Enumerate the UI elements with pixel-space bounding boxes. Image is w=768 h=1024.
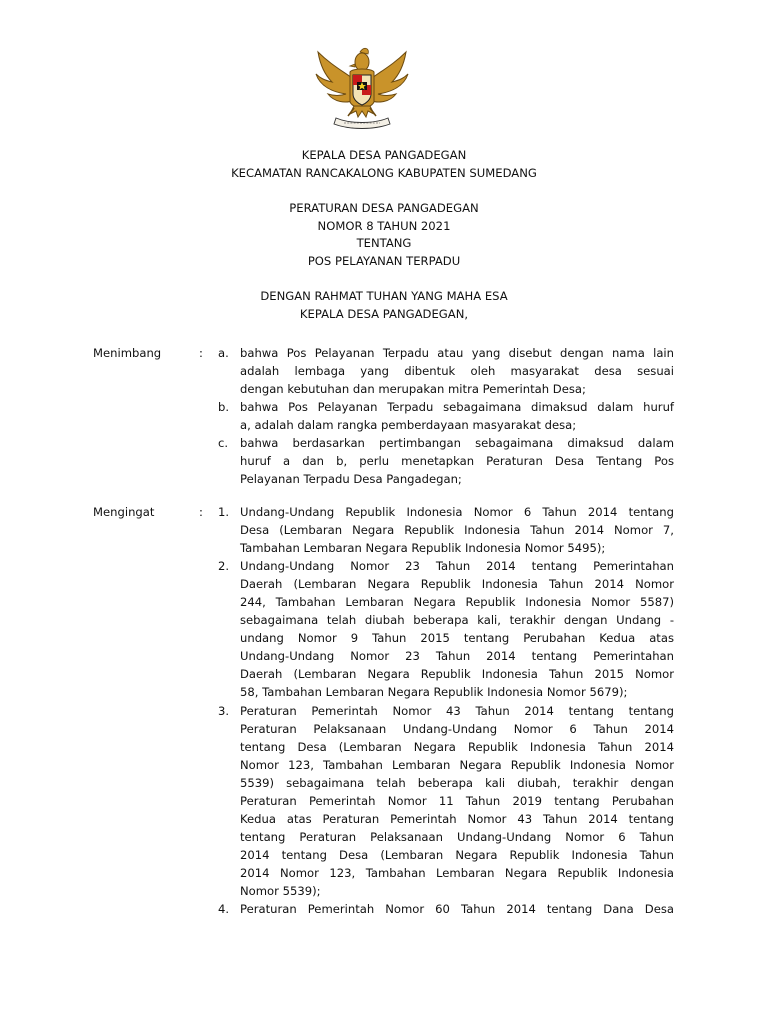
regulation-title: PERATURAN DESA PANGADEGAN: [289, 201, 479, 215]
item-marker: 4.: [218, 902, 230, 917]
authority-line: KEPALA DESA PANGADEGAN,: [299, 306, 469, 321]
regulation-subject: POS PELAYANAN TERPADU: [307, 253, 461, 268]
text-line: Pelayanan Terpadu Desa Pangadegan;: [240, 472, 462, 487]
menimbang-section: [0, 344, 768, 488]
item-text: [240, 434, 674, 488]
text-line: dengan kebutuhan dan merupakan mitra Pemerintah Desa;: [240, 382, 586, 397]
item-marker: b.: [218, 400, 230, 415]
text-line: 244, Tambahan Lembaran Negara Republik Indonesia Nomor 5587): [240, 595, 674, 610]
text-line: Undang-Undang Nomor 23 Tahun 2014 tentang Pemerintahan: [240, 559, 674, 574]
text-line: adalah lembaga yang dibentuk oleh masyarakat desa sesuai: [240, 364, 674, 379]
list-item: [218, 702, 674, 901]
menimbang-colon: :: [199, 346, 203, 360]
text-line: bahwa Pos Pelayanan Terpadu atau yang disebut dengan nama lain: [240, 346, 674, 360]
text-line: 58, Tambahan Lembaran Negara Republik Indonesia Nomor 5679);: [240, 685, 628, 700]
garuda-pancasila-emblem: [310, 44, 414, 130]
menimbang-label: Menimbang: [93, 346, 162, 360]
list-item: [218, 434, 674, 488]
item-text: [240, 398, 674, 434]
text-line: huruf a dan b, perlu menetapkan Peraturan Desa Tentang Pos: [240, 454, 674, 469]
text-line: 2014 Nomor 123, Tambahan Lembaran Negara Republik Indonesia: [240, 865, 674, 880]
item-marker: 2.: [218, 559, 230, 574]
text-line: Nomor 5539);: [240, 883, 321, 898]
item-text: [240, 344, 674, 398]
mengingat-section: [0, 503, 768, 918]
blessing-line: DENGAN RAHMAT TUHAN YANG MAHA ESA: [260, 289, 508, 303]
text-line: bahwa Pos Pelayanan Terpadu sebagaimana dimaksud dalam huruf: [240, 400, 674, 415]
text-line: Peraturan Pemerintah Nomor 11 Tahun 2019 tentang Perubahan: [240, 793, 674, 808]
list-item: [218, 557, 674, 701]
list-item: [218, 503, 674, 557]
list-item: [218, 398, 674, 434]
item-text: [240, 900, 674, 918]
text-line: 2014 tentang Desa (Lembaran Negara Republik Indonesia Tahun: [240, 847, 674, 862]
item-marker: c.: [218, 436, 229, 451]
regulation-number: NOMOR 8 TAHUN 2021: [317, 218, 451, 233]
text-line: sebagaimana telah diubah beberapa kali, terakhir dengan Undang -: [240, 613, 674, 628]
text-line: Peraturan Pemerintah Nomor 43 Tahun 2014 tentang tentang: [240, 703, 674, 718]
text-line: Tambahan Lembaran Negara Republik Indonesia Nomor 5495);: [240, 541, 606, 556]
text-line: undang Nomor 9 Tahun 2015 tentang Perubahan Kedua atas: [240, 631, 674, 646]
item-marker: 1.: [218, 505, 230, 519]
text-line: tentang Peraturan Pelaksanaan Undang-Undang Nomor 6 Tahun: [240, 829, 674, 844]
text-line: Daerah (Lembaran Negara Republik Indonesia Tahun 2015 Nomor: [240, 667, 674, 682]
text-line: 5539) sebagaimana telah beberapa kali diubah, terakhir dengan: [240, 775, 674, 790]
item-marker: 3.: [218, 703, 230, 718]
text-line: a, adalah dalam rangka pemberdayaan masyarakat desa;: [240, 418, 577, 433]
text-line: Daerah (Lembaran Negara Republik Indonesia Tahun 2014 Nomor: [240, 577, 674, 592]
text-line: Kedua atas Peraturan Pemerintah Nomor 43 Tahun 2014 tentang: [240, 811, 674, 826]
text-line: Peraturan Pemerintah Nomor 60 Tahun 2014 tentang Dana Desa: [240, 902, 674, 917]
preamble: [0, 288, 768, 323]
regulation-about: TENTANG: [356, 236, 412, 250]
list-item: [218, 344, 674, 398]
letterhead: [0, 147, 768, 182]
list-item: [218, 900, 674, 918]
text-line: Peraturan Pelaksanaan Undang-Undang Nomor 6 Tahun 2014: [240, 721, 674, 736]
item-text: [240, 503, 674, 557]
text-line: Undang-Undang Nomor 23 Tahun 2014 tentang Pemerintahan: [240, 649, 674, 664]
text-line: Nomor 123, Tambahan Lembaran Negara Republik Indonesia Nomor: [240, 757, 674, 772]
item-text: [240, 702, 674, 901]
text-line: tentang Desa (Lembaran Negara Republik Indonesia Tahun 2014: [240, 739, 674, 754]
text-line: Undang-Undang Republik Indonesia Nomor 6 Tahun 2014 tentang: [240, 505, 674, 519]
text-line: bahwa berdasarkan pertimbangan sebagaimana dimaksud dalam: [240, 436, 674, 451]
item-text: [240, 557, 674, 701]
regulation-heading: [0, 200, 768, 270]
district-title: KECAMATAN RANCAKALONG KABUPATEN SUMEDANG: [231, 165, 537, 180]
office-title: KEPALA DESA PANGADEGAN: [301, 148, 467, 162]
text-line: Desa (Lembaran Negara Republik Indonesia Tahun 2014 Nomor 7,: [240, 523, 674, 538]
item-marker: a.: [218, 346, 229, 360]
mengingat-colon: :: [199, 505, 203, 519]
mengingat-label: Mengingat: [93, 505, 155, 519]
